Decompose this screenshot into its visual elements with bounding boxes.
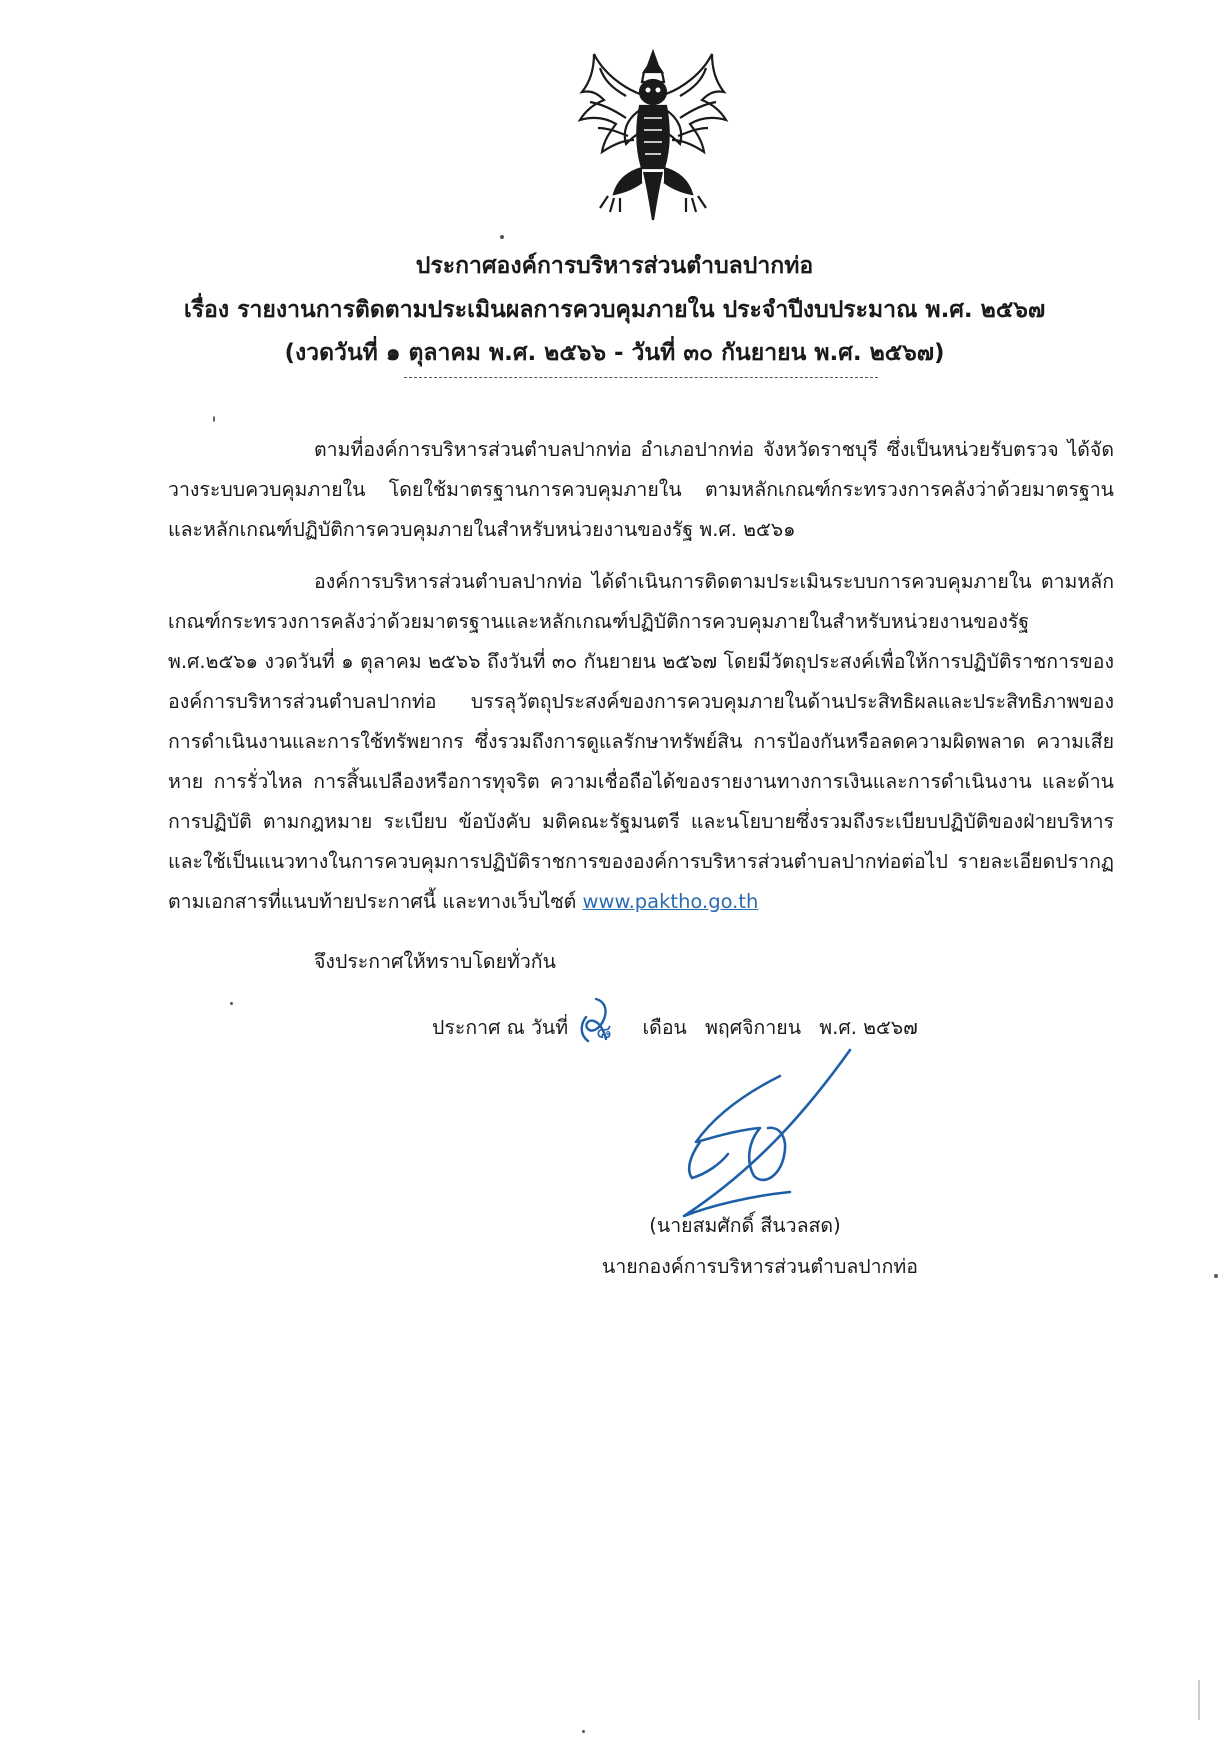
scan-speck [500,235,504,239]
closing-line: จึงประกาศให้ทราบโดยทั่วกัน [314,950,556,973]
handwritten-day-value: ๘ [596,1018,612,1043]
header-divider [404,377,878,378]
scan-speck [1198,1680,1200,1720]
scan-speck [213,416,215,422]
garuda-emblem-icon [564,48,742,226]
scan-speck [1214,1274,1218,1278]
scan-speck [230,1002,233,1005]
dateline-prefix: ประกาศ ณ วันที่ [432,1016,569,1039]
dateline-month: พฤศจิกายน [705,1016,802,1039]
dateline [432,1008,962,1049]
dateline-month-label: เดือน [642,1016,687,1039]
signature-icon [640,1046,872,1226]
body-paragraph-2-text: องค์การบริหารส่วนตำบลปากท่อ ได้ดำเนินการติดตามประเมินระบบการควบคุมภายใน ตามหลักเกณฑ์กระทรวงการคลังว่าด้วยมาตรฐานและหลักเกณฑ์ปฏิบัติการควบคุมภายในสำหรับหน่วยงานของรัฐ พ.ศ.๒๕๖๑ งวดวันที่ ๑ ตุลาคม ๒๕๖๖ ถึงวันที่ ๓๐ กันยายน ๒๕๖๗ โดยมีวัตถุประสงค์เพื่อให้การปฏิบัติราชการขององค์การบริหารส่วนตำบลปากท่อ บรรลุวัตถุประสงค์ของการควบคุมภายในด้านประสิทธิผลและประสิทธิภาพของการดำเนินงานและการใช้ทรัพยากร ซึ่งรวมถึงการดูแลรักษาทรัพย์สิน การป้องกันหรือลดความผิดพลาด ความเสียหาย การรั่วไหล การสิ้นเปลืองหรือการทุจริต ความเชื่อถือได้ของรายงานทางการเงินและการดำเนินงาน และด้านการปฏิบัติ ตามกฎหมาย ระเบียบ ข้อบังคับ มติคณะรัฐมนตรี และนโยบายซึ่งรวมถึงระเบียบปฏิบัติของฝ่ายบริหาร และใช้เป็นแนวทางในการควบคุมการปฏิบัติราชการขององค์การบริหารส่วนตำบลปากท่อต่อไป รายละเอียดปรากฏตามเอกสารที่แนบท้ายประกาศนี้ และทางเว็บไซต์ [168,570,1114,913]
dateline-year: พ.ศ. ๒๕๖๗ [819,1016,918,1039]
body-paragraph-2 [168,562,1114,922]
website-link[interactable]: www.paktho.go.th [582,890,759,913]
signer-name: (นายสมศักดิ์ สีนวลสด) [649,1214,841,1237]
announcement-subject: เรื่อง รายงานการติดตามประเมินผลการควบคุมภายใน ประจำปีงบประมาณ พ.ศ. ๒๕๖๗ [183,297,1046,323]
signer-position: นายกองค์การบริหารส่วนตำบลปากท่อ [602,1255,918,1278]
announcement-period: (งวดวันที่ ๑ ตุลาคม พ.ศ. ๒๕๖๖ - วันที่ ๓๐ กันยายน พ.ศ. ๒๕๖๗) [284,340,945,366]
handwritten-day [574,1009,626,1049]
announcement-title: ประกาศองค์การบริหารส่วนตำบลปากท่อ [415,253,814,279]
body-paragraph-1: ตามที่องค์การบริหารส่วนตำบลปากท่อ อำเภอปากท่อ จังหวัดราชบุรี ซึ่งเป็นหน่วยรับตรวจ ได้จัดวางระบบควบคุมภายใน โดยใช้มาตรฐานการควบคุมภายใน ตามหลักเกณฑ์กระทรวงการคลังว่าด้วยมาตรฐานและหลักเกณฑ์ปฏิบัติการควบคุมภายในสำหรับหน่วยงานของรัฐ พ.ศ. ๒๕๖๑ [168,438,1114,541]
scan-speck [582,1730,585,1733]
